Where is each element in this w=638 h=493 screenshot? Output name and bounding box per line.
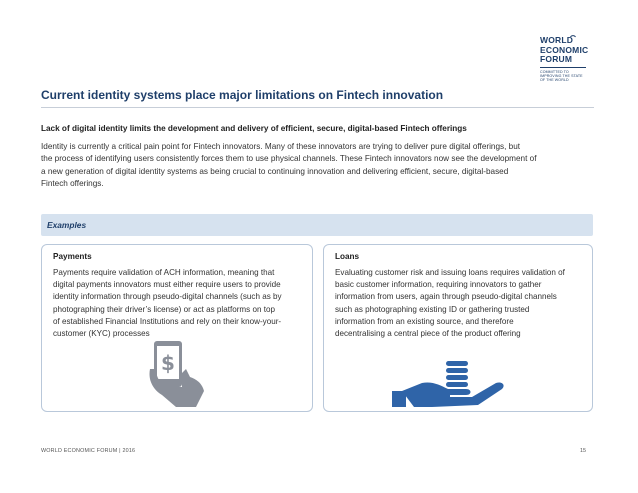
logo-line-2: ECONOMIC bbox=[540, 44, 589, 55]
page-number: 15 bbox=[580, 448, 586, 454]
logo-arc-icon bbox=[570, 32, 576, 38]
body-paragraph bbox=[41, 141, 591, 190]
logo-tagline-3: OF THE WORLD bbox=[540, 78, 569, 83]
card-text bbox=[335, 267, 589, 340]
payments-card bbox=[41, 244, 313, 412]
card-line: Evaluating customer risk and issuing loans requires validation of bbox=[335, 268, 565, 277]
body-line: Fintech offerings. bbox=[41, 178, 104, 188]
card-text bbox=[53, 267, 309, 340]
examples-label: Examples bbox=[47, 220, 87, 230]
card-line: decentralising a central piece of the product offering bbox=[335, 329, 521, 339]
card-line: photographing their driver’s license) or act as platforms on top bbox=[53, 304, 275, 314]
card-line: customer (KYC) processes bbox=[53, 329, 150, 339]
card-line: information from an existing source, and therefore bbox=[335, 316, 514, 326]
body-line: a new generation of digital identity systems as being crucial to continuing innovation and delivering efficient, secure, digital-based bbox=[41, 166, 509, 176]
footer-source: WORLD ECONOMIC FORUM | 2016 bbox=[41, 448, 136, 454]
examples-header-bar bbox=[41, 214, 593, 236]
phone-payment-icon bbox=[146, 339, 206, 409]
svg-text:$: $ bbox=[161, 351, 175, 375]
card-line: basic customer information, requiring innovators to gather bbox=[335, 280, 542, 290]
logo-tagline-1: COMMITTED TO bbox=[540, 69, 569, 74]
loans-card bbox=[323, 244, 593, 412]
card-title: Payments bbox=[53, 252, 92, 261]
page-title: Current identity systems place major limitations on Fintech innovation bbox=[41, 88, 444, 102]
card-line: digital payments innovators must either require users to provide bbox=[53, 280, 281, 290]
title-divider bbox=[41, 107, 594, 108]
logo-line-3: FORUM bbox=[540, 54, 573, 64]
subheading: Lack of digital identity limits the development and delivery of efficient, secure, digital-based Fintech offerings bbox=[41, 124, 467, 133]
logo-divider bbox=[540, 67, 586, 68]
card-line: identity information through pseudo-digital channels (such as by bbox=[53, 292, 282, 302]
card-line: such as photographing existing ID or gathering trusted bbox=[335, 304, 530, 314]
card-line: of established Financial Institutions and rely on their know-your- bbox=[53, 316, 282, 326]
wef-logo bbox=[540, 36, 600, 83]
hand-coins-icon bbox=[392, 357, 512, 409]
card-line: information from users, again through pseudo-digital channels bbox=[335, 292, 557, 302]
card-title: Loans bbox=[335, 252, 360, 261]
logo-tagline-2: IMPROVING THE STATE bbox=[540, 73, 583, 78]
logo-line-1: WORLD bbox=[540, 35, 574, 45]
body-line: Identity is currently a critical pain point for Fintech innovators. Many of these innovators are trying to deliver pure digital offerings, but bbox=[41, 142, 521, 151]
body-line: the process of identifying users consistently forces them to use physical channels. These Fintech innovators now see the development of bbox=[41, 154, 537, 164]
card-line: Payments require validation of ACH information, meaning that bbox=[53, 268, 275, 277]
